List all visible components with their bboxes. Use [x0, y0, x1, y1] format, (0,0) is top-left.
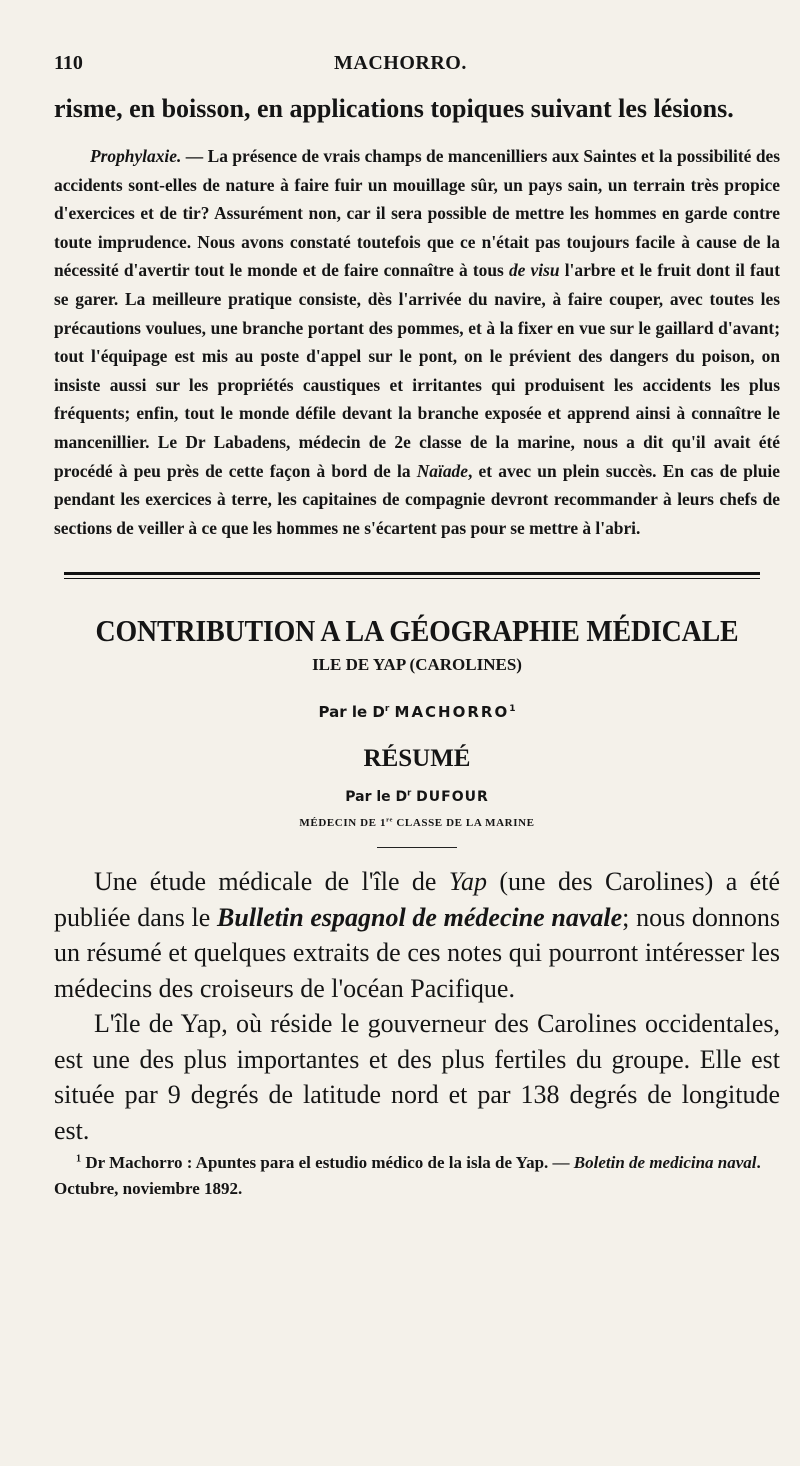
p1-b: (une des Carolines) a été publiée dans le — [54, 867, 780, 932]
body-paragraph-1 — [54, 864, 780, 1006]
resume-byline — [54, 789, 780, 805]
resume-prefix: Par le D — [345, 789, 408, 806]
affiliation-part-2: CLASSE DE LA MARINE — [393, 817, 535, 830]
prophylaxis-visu: de visu — [508, 260, 560, 281]
p1-c: ; nous donnons un résumé et quelques extraits de ces notes qui pourront intéresser les médecins des croiseurs de l'océan Pacifique. — [54, 902, 780, 1003]
short-divider — [377, 847, 457, 848]
footnote-text-b: . Octubre, noviembre 1892. — [54, 1153, 761, 1199]
ship-name: Naïade — [416, 460, 468, 481]
author-affiliation — [54, 817, 780, 829]
prophylaxis-text-2: l'arbre et le fruit dont il faut se garer. La meilleure pratique consiste, dès l'arrivée du navire, à faire couper, avec toutes les précautions voulues, une branche portant des pommes, et à la fixer en vue sur le gaillard d'avant; tout l'équipage est mis au poste d'appel sur le pont, on le prévient des dangers du poison, on insiste aussi sur les propriétés caustiques et irritantes qui produisent les accidents les plus fréquents; enfin, tout le monde défile devant la branche exposée et apprend ainsi à connaître le mancenillier. Le Dr Labadens, médecin de 2e classe de la marine, nous a dit qu'il avait été procédé à peu près de cette façon à bord de la — [54, 260, 780, 481]
running-header — [54, 52, 780, 75]
prophylaxis-text-3: , et avec un plein succès. En cas de pluie pendant les exercices à terre, les capitaines de compagnie devront recommander à leurs chefs de sections de veiller à ce que les hommes ne s'écartent pas pour se mettre à l'abri. — [54, 460, 780, 538]
prophylaxis-paragraph — [54, 142, 780, 542]
footnote-journal: Boletin de medicina naval — [573, 1153, 757, 1173]
p1-bulletin: Bulletin espagnol de médecine navale — [217, 902, 623, 932]
byline-author: MACHORRO — [394, 703, 510, 722]
section-divider — [64, 572, 760, 579]
p1-yap: Yap — [448, 867, 487, 897]
byline-prefix: Par le D — [318, 703, 385, 722]
article-subtitle: ILE DE YAP (CAROLINES) — [312, 655, 522, 675]
p1-a: Une étude médicale de l'île de — [94, 867, 449, 897]
continued-paragraph: risme, en boisson, en applications topiques suivant les lésions. — [54, 94, 734, 123]
body-paragraph-2: L'île de Yap, où réside le gouverneur des Carolines occidentales, est une des plus importantes et des plus fertiles du groupe. Elle est située par 9 degrés de latitude nord et par 138 degrés de longitude est. — [54, 1009, 780, 1145]
footnote-marker: 1 — [76, 1153, 82, 1165]
byline-sup: r — [384, 704, 390, 715]
footnote-ref: 1 — [509, 704, 516, 715]
resume-author-name: DUFOUR — [416, 789, 489, 806]
prophylaxis-text-1: — La présence de vrais champs de mancenilliers aux Saintes et la possibilité des accidents sont-elles de nature à faire fuir un mouillage sûr, un pays sain, un terrain très propice d'exercices et de tir? Assurément non, car il sera possible de mettre les hommes en garde contre toute imprudence. Nous avons constaté toutefois que ce n'était pas toujours facile à cause de la nécessité d'avertir tout le monde et de faire connaître à tous — [54, 146, 780, 281]
resume-sup: r — [407, 787, 412, 798]
article-title: CONTRIBUTION A LA GÉOGRAPHIE MÉDICALE — [95, 613, 739, 649]
footnote-text-a: Dr Machorro : Apuntes para el estudio médico de la isla de Yap. — — [81, 1153, 574, 1173]
footnote — [54, 1150, 780, 1202]
affiliation-sup: re — [386, 816, 393, 824]
article-byline — [54, 703, 780, 721]
affiliation-part-1: MÉDECIN DE 1 — [299, 817, 387, 830]
prophylaxis-label: Prophylaxie. — [90, 146, 182, 166]
running-title: MACHORRO. — [334, 52, 467, 74]
page-number: 110 — [54, 52, 83, 74]
resume-heading: RÉSUMÉ — [363, 745, 471, 773]
article-body — [54, 864, 780, 1148]
